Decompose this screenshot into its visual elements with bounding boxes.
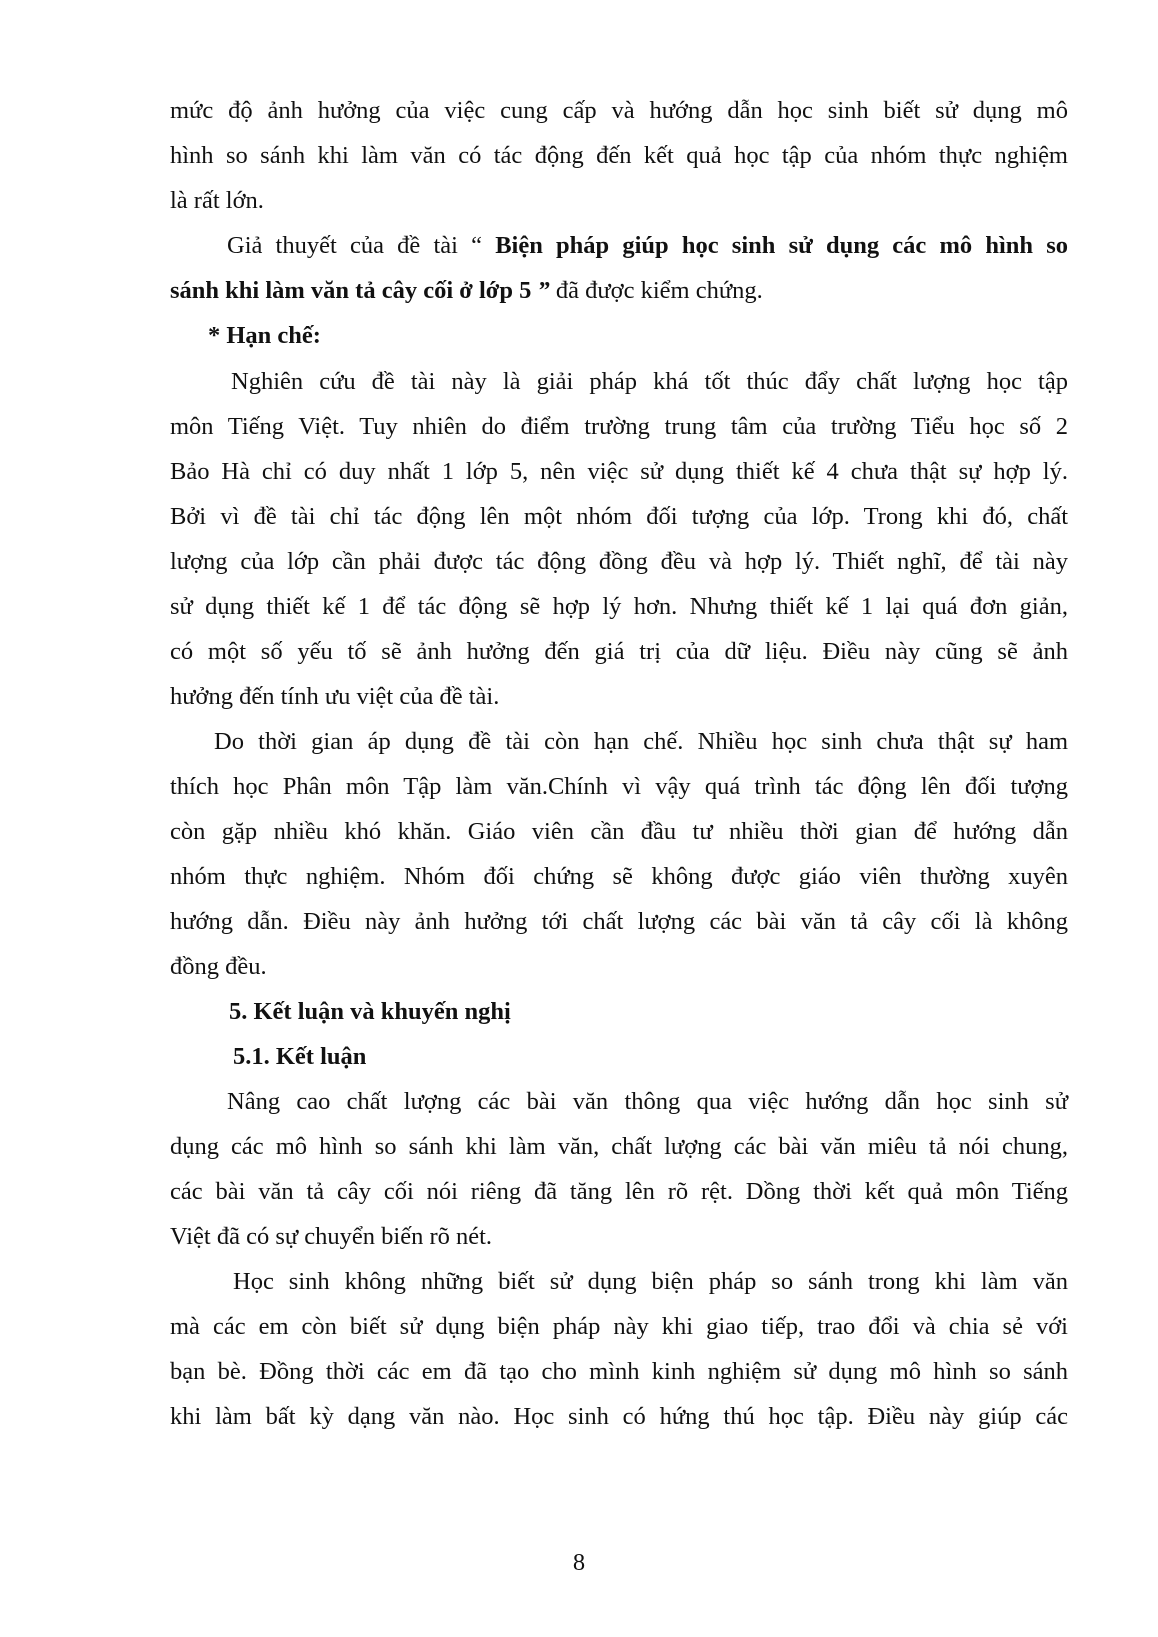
hypothesis-line [227, 231, 1068, 261]
body-line: khi làm bất kỳ dạng văn nào. Học sinh có hứng thú học tập. Điều này giúp các [170, 1403, 1068, 1430]
body-line: hình so sánh khi làm văn có tác động đến kết quả học tập của nhóm thực nghiệm [170, 142, 1068, 169]
body-line: thích học Phân môn Tập làm văn.Chính vì vậy quá trình tác động lên đối tượng [170, 773, 1068, 800]
body-line: Nâng cao chất lượng các bài văn thông qua việc hướng dẫn học sinh sử [227, 1088, 1068, 1115]
limitation-heading: * Hạn chế: [208, 322, 321, 349]
body-line: có một số yếu tố sẽ ảnh hưởng đến giá trị của dữ liệu. Điều này cũng sẽ ảnh [170, 638, 1068, 665]
topic-title: sánh khi làm văn tả cây cối ở lớp 5 [170, 277, 538, 304]
body-line: Do thời gian áp dụng đề tài còn hạn chế. Nhiều học sinh chưa thật sự ham [214, 728, 1068, 755]
body-line: mức độ ảnh hưởng của việc cung cấp và hướng dẫn học sinh biết sử dụng mô [170, 97, 1068, 124]
body-line: nhóm thực nghiệm. Nhóm đối chứng sẽ không được giáo viên thường xuyên [170, 863, 1068, 890]
body-line: hướng dẫn. Điều này ảnh hưởng tới chất lượng các bài văn tả cây cối là không [170, 908, 1068, 935]
subsection-heading: 5.1. Kết luận [233, 1043, 367, 1070]
section-heading: 5. Kết luận và khuyến nghị [229, 998, 511, 1025]
body-line: mà các em còn biết sử dụng biện pháp này khi giao tiếp, trao đổi và chia sẻ với [170, 1313, 1068, 1340]
body-line: sử dụng thiết kế 1 để tác động sẽ hợp lý hơn. Nhưng thiết kế 1 lại quá đơn giản, [170, 593, 1068, 620]
body-line: hưởng đến tính ưu việt của đề tài. [170, 683, 500, 710]
body-line: dụng các mô hình so sánh khi làm văn, chất lượng các bài văn miêu tả nói chung, [170, 1133, 1068, 1160]
body-line: các bài văn tả cây cối nói riêng đã tăng lên rõ rệt. Dồng thời kết quả môn Tiếng [170, 1178, 1068, 1205]
body-line: Học sinh không những biết sử dụng biện pháp so sánh trong khi làm văn [233, 1268, 1068, 1295]
body-line: Bởi vì đề tài chỉ tác động lên một nhóm đối tượng của lớp. Trong khi đó, chất [170, 503, 1068, 530]
hypothesis-text: đã được kiểm chứng. [549, 277, 763, 304]
body-line: Bảo Hà chỉ có duy nhất 1 lớp 5, nên việc sử dụng thiết kế 4 chưa thật sự hợp lý. [170, 458, 1068, 485]
body-line: môn Tiếng Việt. Tuy nhiên do điểm trường trung tâm của trường Tiểu học số 2 [170, 413, 1068, 440]
body-line: đồng đều. [170, 953, 267, 980]
body-line: bạn bè. Đồng thời các em đã tạo cho mình kinh nghiệm sử dụng mô hình so sánh [170, 1358, 1068, 1385]
body-line: là rất lớn. [170, 187, 264, 214]
page-number: 8 [572, 1549, 586, 1576]
topic-title: Biện pháp giúp học sinh sử dụng các mô hình so [495, 232, 1068, 259]
hypothesis-line [170, 276, 1068, 306]
body-line: Việt đã có sự chuyển biến rõ nét. [170, 1223, 493, 1250]
hypothesis-text: Giả thuyết của đề tài “ [227, 232, 496, 259]
quote-mark: ” [537, 277, 550, 304]
body-line: còn gặp nhiều khó khăn. Giáo viên cần đầu tư nhiều thời gian để hướng dẫn [170, 818, 1068, 845]
body-line: lượng của lớp cần phải được tác động đồng đều và hợp lý. Thiết nghĩ, để tài này [170, 548, 1068, 575]
body-line: Nghiên cứu đề tài này là giải pháp khá tốt thúc đẩy chất lượng học tập [231, 368, 1068, 395]
